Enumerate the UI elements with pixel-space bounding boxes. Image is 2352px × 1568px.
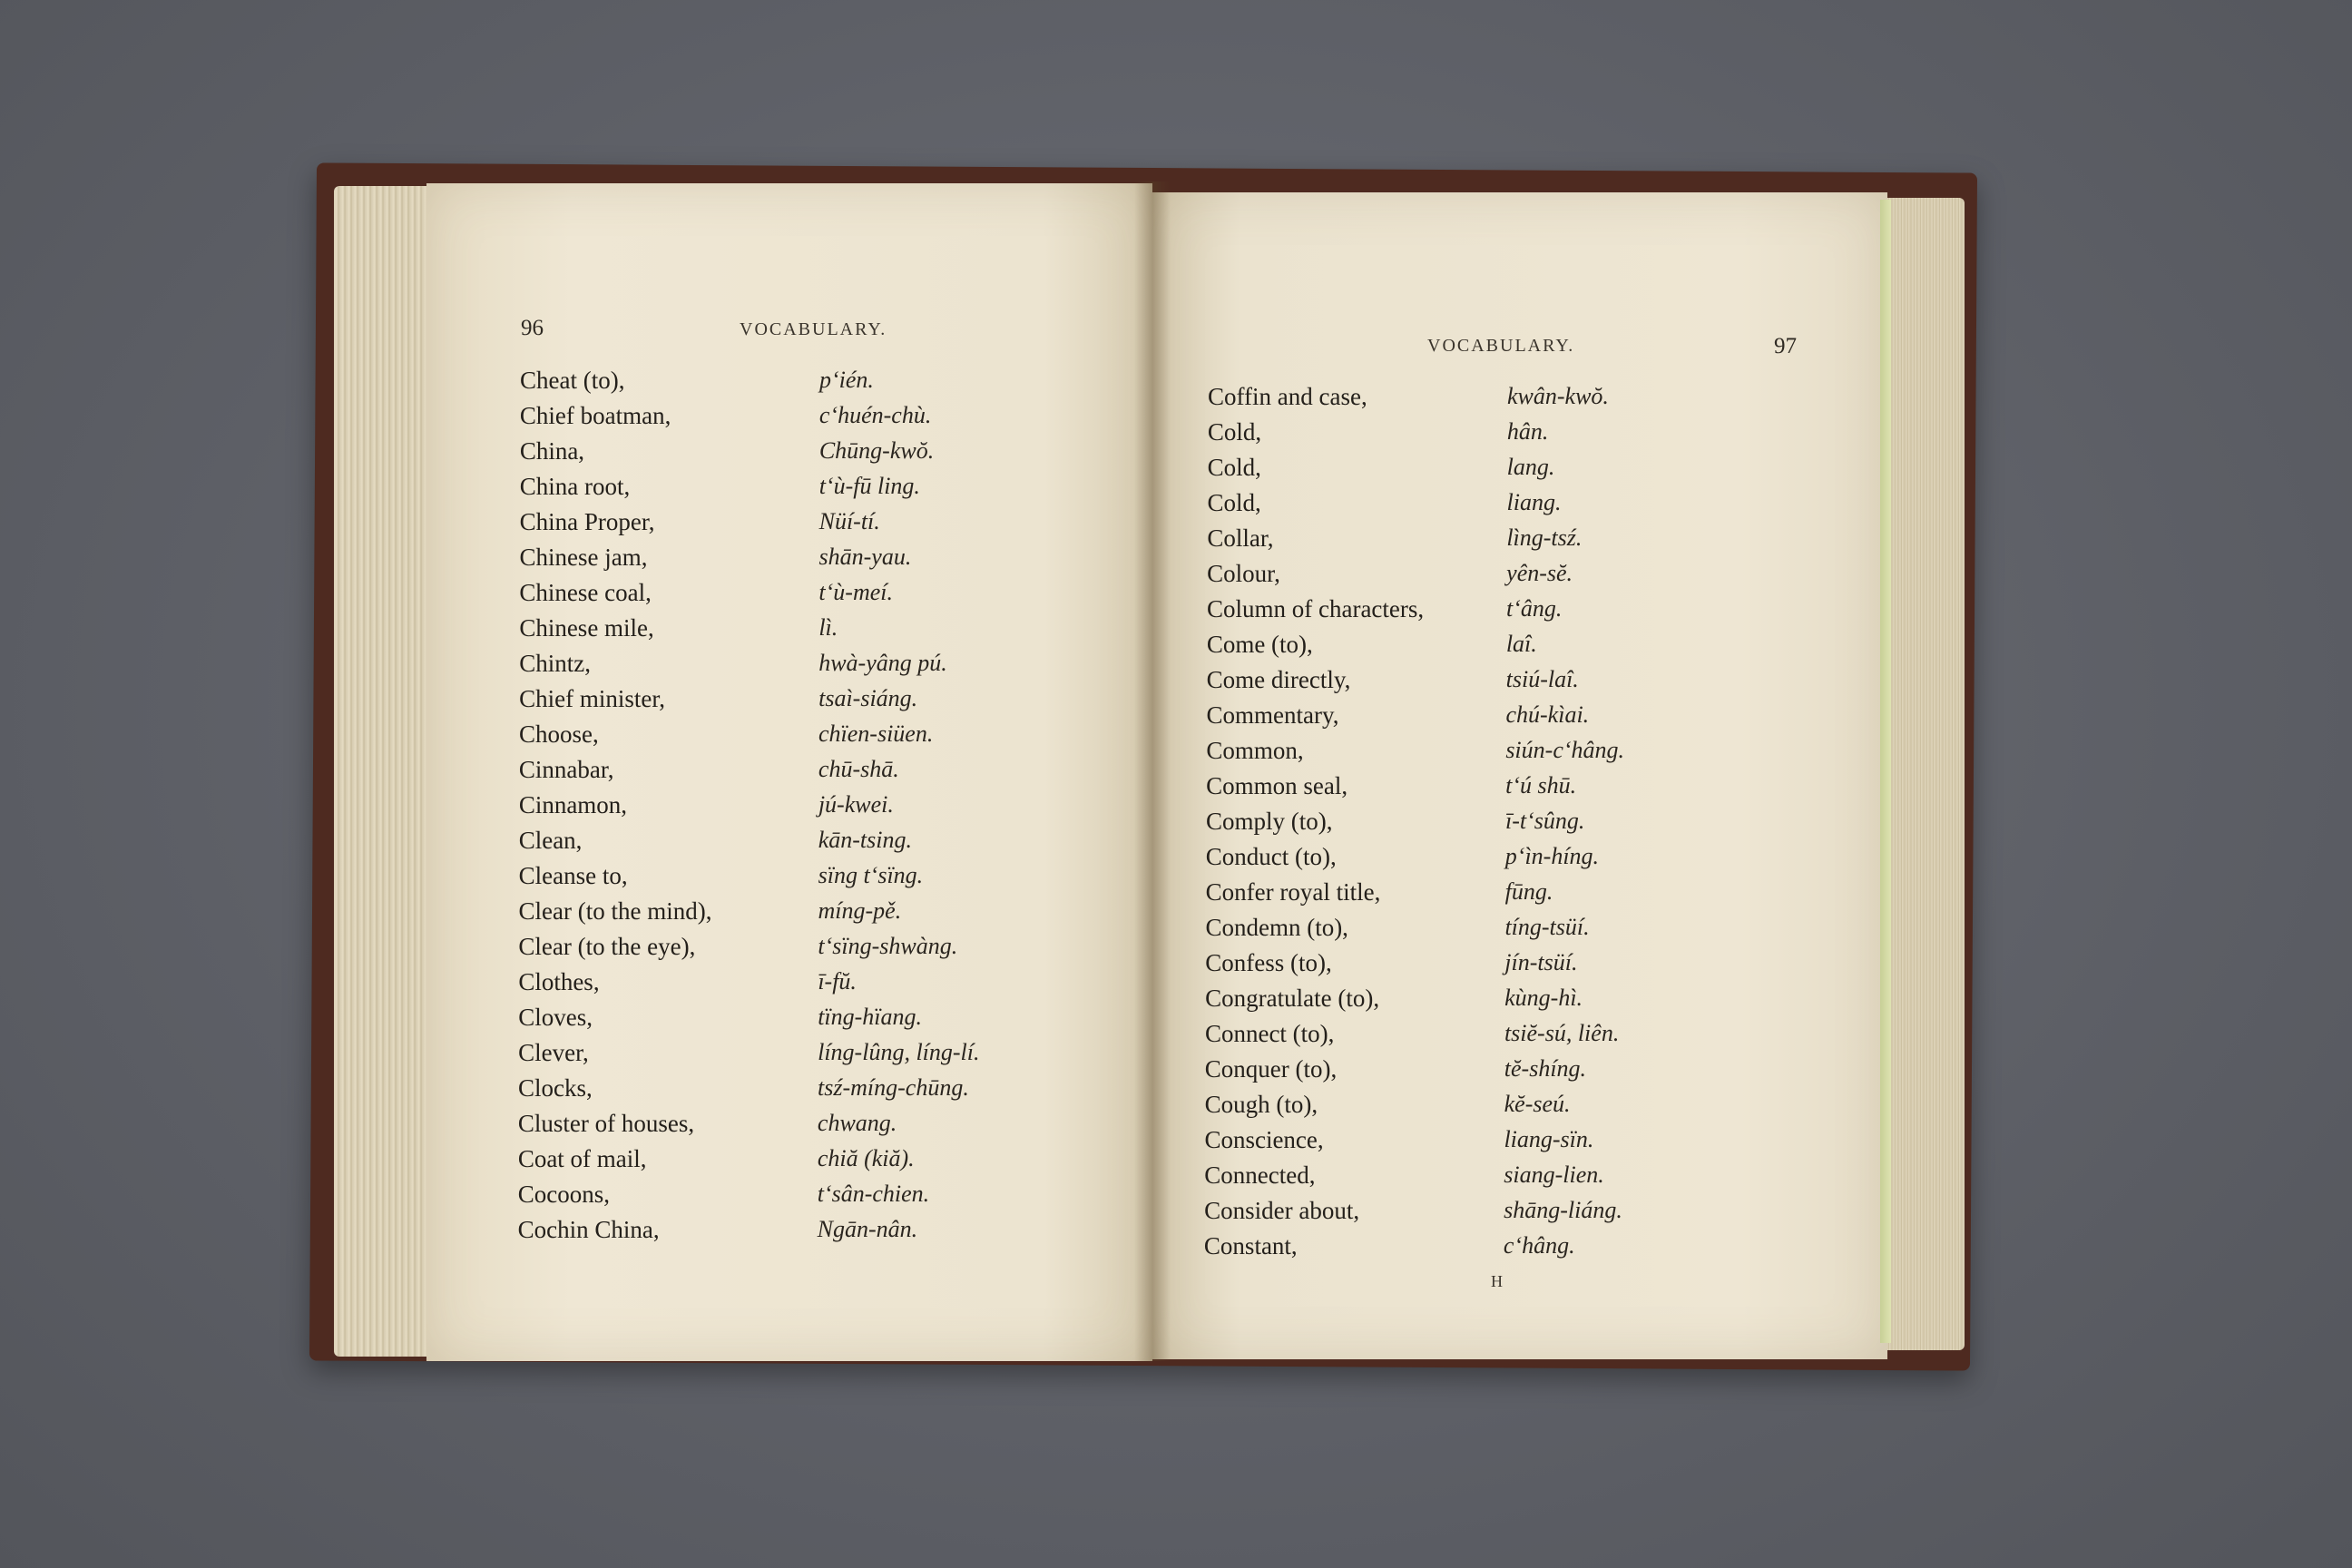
chinese-romanization: chiă (kiă). xyxy=(817,1145,915,1171)
chinese-romanization: t‘ù-fū ling. xyxy=(818,473,920,499)
english-term: Cinnamon, xyxy=(518,791,628,818)
english-term: Cleanse to, xyxy=(518,862,628,889)
chinese-romanization: tsiú-laî. xyxy=(1505,666,1579,692)
english-term: Chief boatman, xyxy=(519,402,671,429)
chinese-romanization: chú-kìai. xyxy=(1505,701,1590,728)
page-edges-right xyxy=(1883,198,1965,1350)
english-term: Cough (to), xyxy=(1204,1091,1318,1118)
chinese-romanization: p‘ìn-híng. xyxy=(1504,843,1600,869)
english-term: Connect (to), xyxy=(1204,1020,1335,1047)
english-term: Chintz, xyxy=(519,650,591,677)
english-term: Condemn (to), xyxy=(1205,914,1348,941)
english-term: Conquer (to), xyxy=(1204,1055,1338,1083)
english-term: Cheat (to), xyxy=(520,367,625,394)
chinese-romanization: jín-tsüí. xyxy=(1504,949,1578,975)
chinese-romanization: lì. xyxy=(818,614,838,641)
english-term: Clear (to the mind), xyxy=(518,897,712,925)
page-number-left: 96 xyxy=(521,316,544,340)
chinese-romanization: tsiĕ-sú, liên. xyxy=(1504,1020,1620,1046)
chinese-romanization: lang. xyxy=(1506,454,1555,480)
chinese-romanization: tsaì-siáng. xyxy=(818,685,918,711)
english-term: Clocks, xyxy=(518,1074,593,1102)
chinese-romanization: shān-yau. xyxy=(818,544,912,570)
english-term: Clear (to the eye), xyxy=(518,933,696,960)
english-term: Cold, xyxy=(1207,418,1262,446)
chinese-romanization: chwang. xyxy=(817,1110,897,1136)
english-term: Congratulate (to), xyxy=(1205,985,1380,1012)
chinese-romanization: kĕ-seú. xyxy=(1504,1091,1571,1117)
english-term: Clever, xyxy=(518,1039,589,1066)
chinese-romanization: t‘ú shū. xyxy=(1505,772,1577,799)
english-term: Choose, xyxy=(519,720,599,748)
book-gutter xyxy=(1134,181,1171,1361)
chinese-romanization: sïng t‘sïng. xyxy=(818,862,924,888)
english-term: Come (to), xyxy=(1206,631,1313,658)
english-term: Chinese mile, xyxy=(519,614,654,642)
chinese-romanization: yên-sĕ. xyxy=(1506,560,1573,586)
chinese-romanization: siún-c‘hâng. xyxy=(1505,737,1625,763)
chinese-romanization: tïng-hïang. xyxy=(818,1004,923,1030)
english-term: Cold, xyxy=(1207,489,1261,516)
english-term: Column of characters, xyxy=(1206,595,1425,622)
english-term: Connected, xyxy=(1204,1161,1316,1189)
chinese-romanization: tĕ-shíng. xyxy=(1504,1055,1587,1082)
chinese-romanization: tíng-tsüí. xyxy=(1504,914,1590,940)
chinese-romanization: liang-sïn. xyxy=(1504,1126,1594,1152)
chinese-romanization: Nüí-tí. xyxy=(818,508,880,534)
english-term: Coat of mail, xyxy=(517,1145,647,1172)
english-term: Coffin and case, xyxy=(1208,383,1367,410)
english-term: Conscience, xyxy=(1204,1126,1324,1153)
english-term: Colour, xyxy=(1207,560,1280,587)
english-term: China root, xyxy=(519,473,631,500)
english-term: Clean, xyxy=(518,827,583,854)
chinese-romanization: hwà-yâng pú. xyxy=(818,650,947,676)
english-term: Cold, xyxy=(1207,454,1261,481)
running-head-left: VOCABULARY. xyxy=(740,319,887,339)
english-term: Confer royal title, xyxy=(1205,878,1381,906)
english-term: Cocoons, xyxy=(517,1181,610,1208)
chinese-romanization: laî. xyxy=(1505,631,1537,657)
english-term: Clothes, xyxy=(518,968,600,995)
chinese-romanization: siang-lien. xyxy=(1504,1161,1604,1188)
right-page xyxy=(1152,192,1887,1359)
chinese-romanization: chïen-siüen. xyxy=(818,720,934,747)
chinese-romanization: líng-lûng, líng-lí. xyxy=(818,1039,980,1065)
english-term: Cluster of houses, xyxy=(517,1110,695,1137)
chinese-romanization: Chūng-kwŏ. xyxy=(818,437,935,464)
english-term: Consider about, xyxy=(1204,1197,1360,1224)
english-term: China, xyxy=(519,437,585,465)
endpaper-edge xyxy=(1880,200,1891,1343)
english-term: Common, xyxy=(1206,737,1304,764)
chinese-romanization: Ngān-nân. xyxy=(817,1216,918,1242)
english-term: Chinese jam, xyxy=(519,544,648,571)
english-term: Chief minister, xyxy=(519,685,666,712)
chinese-romanization: kùng-hì. xyxy=(1504,985,1583,1011)
chinese-romanization: fūng. xyxy=(1504,878,1553,905)
chinese-romanization: míng-pě. xyxy=(818,897,902,924)
english-term: Chinese coal, xyxy=(519,579,652,606)
chinese-romanization: p‘ién. xyxy=(819,367,874,393)
english-term: Cochin China, xyxy=(517,1216,660,1243)
english-term: Cinnabar, xyxy=(518,756,614,783)
english-term: Common seal, xyxy=(1206,772,1348,799)
english-term: Come directly, xyxy=(1206,666,1351,693)
page-edges-left xyxy=(334,186,434,1357)
signature-mark: H xyxy=(1491,1272,1503,1290)
chinese-romanization: ī-fŭ. xyxy=(818,968,857,995)
english-term: Conduct (to), xyxy=(1205,843,1337,870)
chinese-romanization: kwân-kwŏ. xyxy=(1507,383,1609,409)
chinese-romanization: t‘ù-meí. xyxy=(818,579,893,605)
english-term: Confess (to), xyxy=(1205,949,1332,976)
english-term: Commentary, xyxy=(1206,701,1339,729)
chinese-romanization: lìng-tsź. xyxy=(1506,524,1583,551)
left-page xyxy=(426,183,1152,1361)
chinese-romanization: ī-t‘sûng. xyxy=(1504,808,1585,834)
chinese-romanization: jú-kwei. xyxy=(818,791,894,818)
chinese-romanization: tsź-míng-chūng. xyxy=(818,1074,969,1101)
chinese-romanization: hân. xyxy=(1506,418,1549,445)
chinese-romanization: t‘sïng-shwàng. xyxy=(818,933,958,959)
chinese-romanization: t‘âng. xyxy=(1505,595,1563,622)
english-term: Cloves, xyxy=(518,1004,593,1031)
english-term: China Proper, xyxy=(519,508,655,535)
chinese-romanization: c‘huén-chù. xyxy=(818,402,932,428)
chinese-romanization: chū-shā. xyxy=(818,756,899,782)
chinese-romanization: c‘hâng. xyxy=(1503,1232,1575,1259)
running-head-right: VOCABULARY. xyxy=(1427,336,1575,356)
page-number-right: 97 xyxy=(1774,334,1797,358)
chinese-romanization: shāng-liáng. xyxy=(1504,1197,1622,1223)
english-term: Comply (to), xyxy=(1205,808,1333,835)
english-term: Collar, xyxy=(1207,524,1274,552)
chinese-romanization: kān-tsing. xyxy=(818,827,912,853)
english-term: Constant, xyxy=(1203,1232,1298,1259)
chinese-romanization: t‘sân-chien. xyxy=(817,1181,930,1207)
chinese-romanization: liang. xyxy=(1506,489,1562,515)
